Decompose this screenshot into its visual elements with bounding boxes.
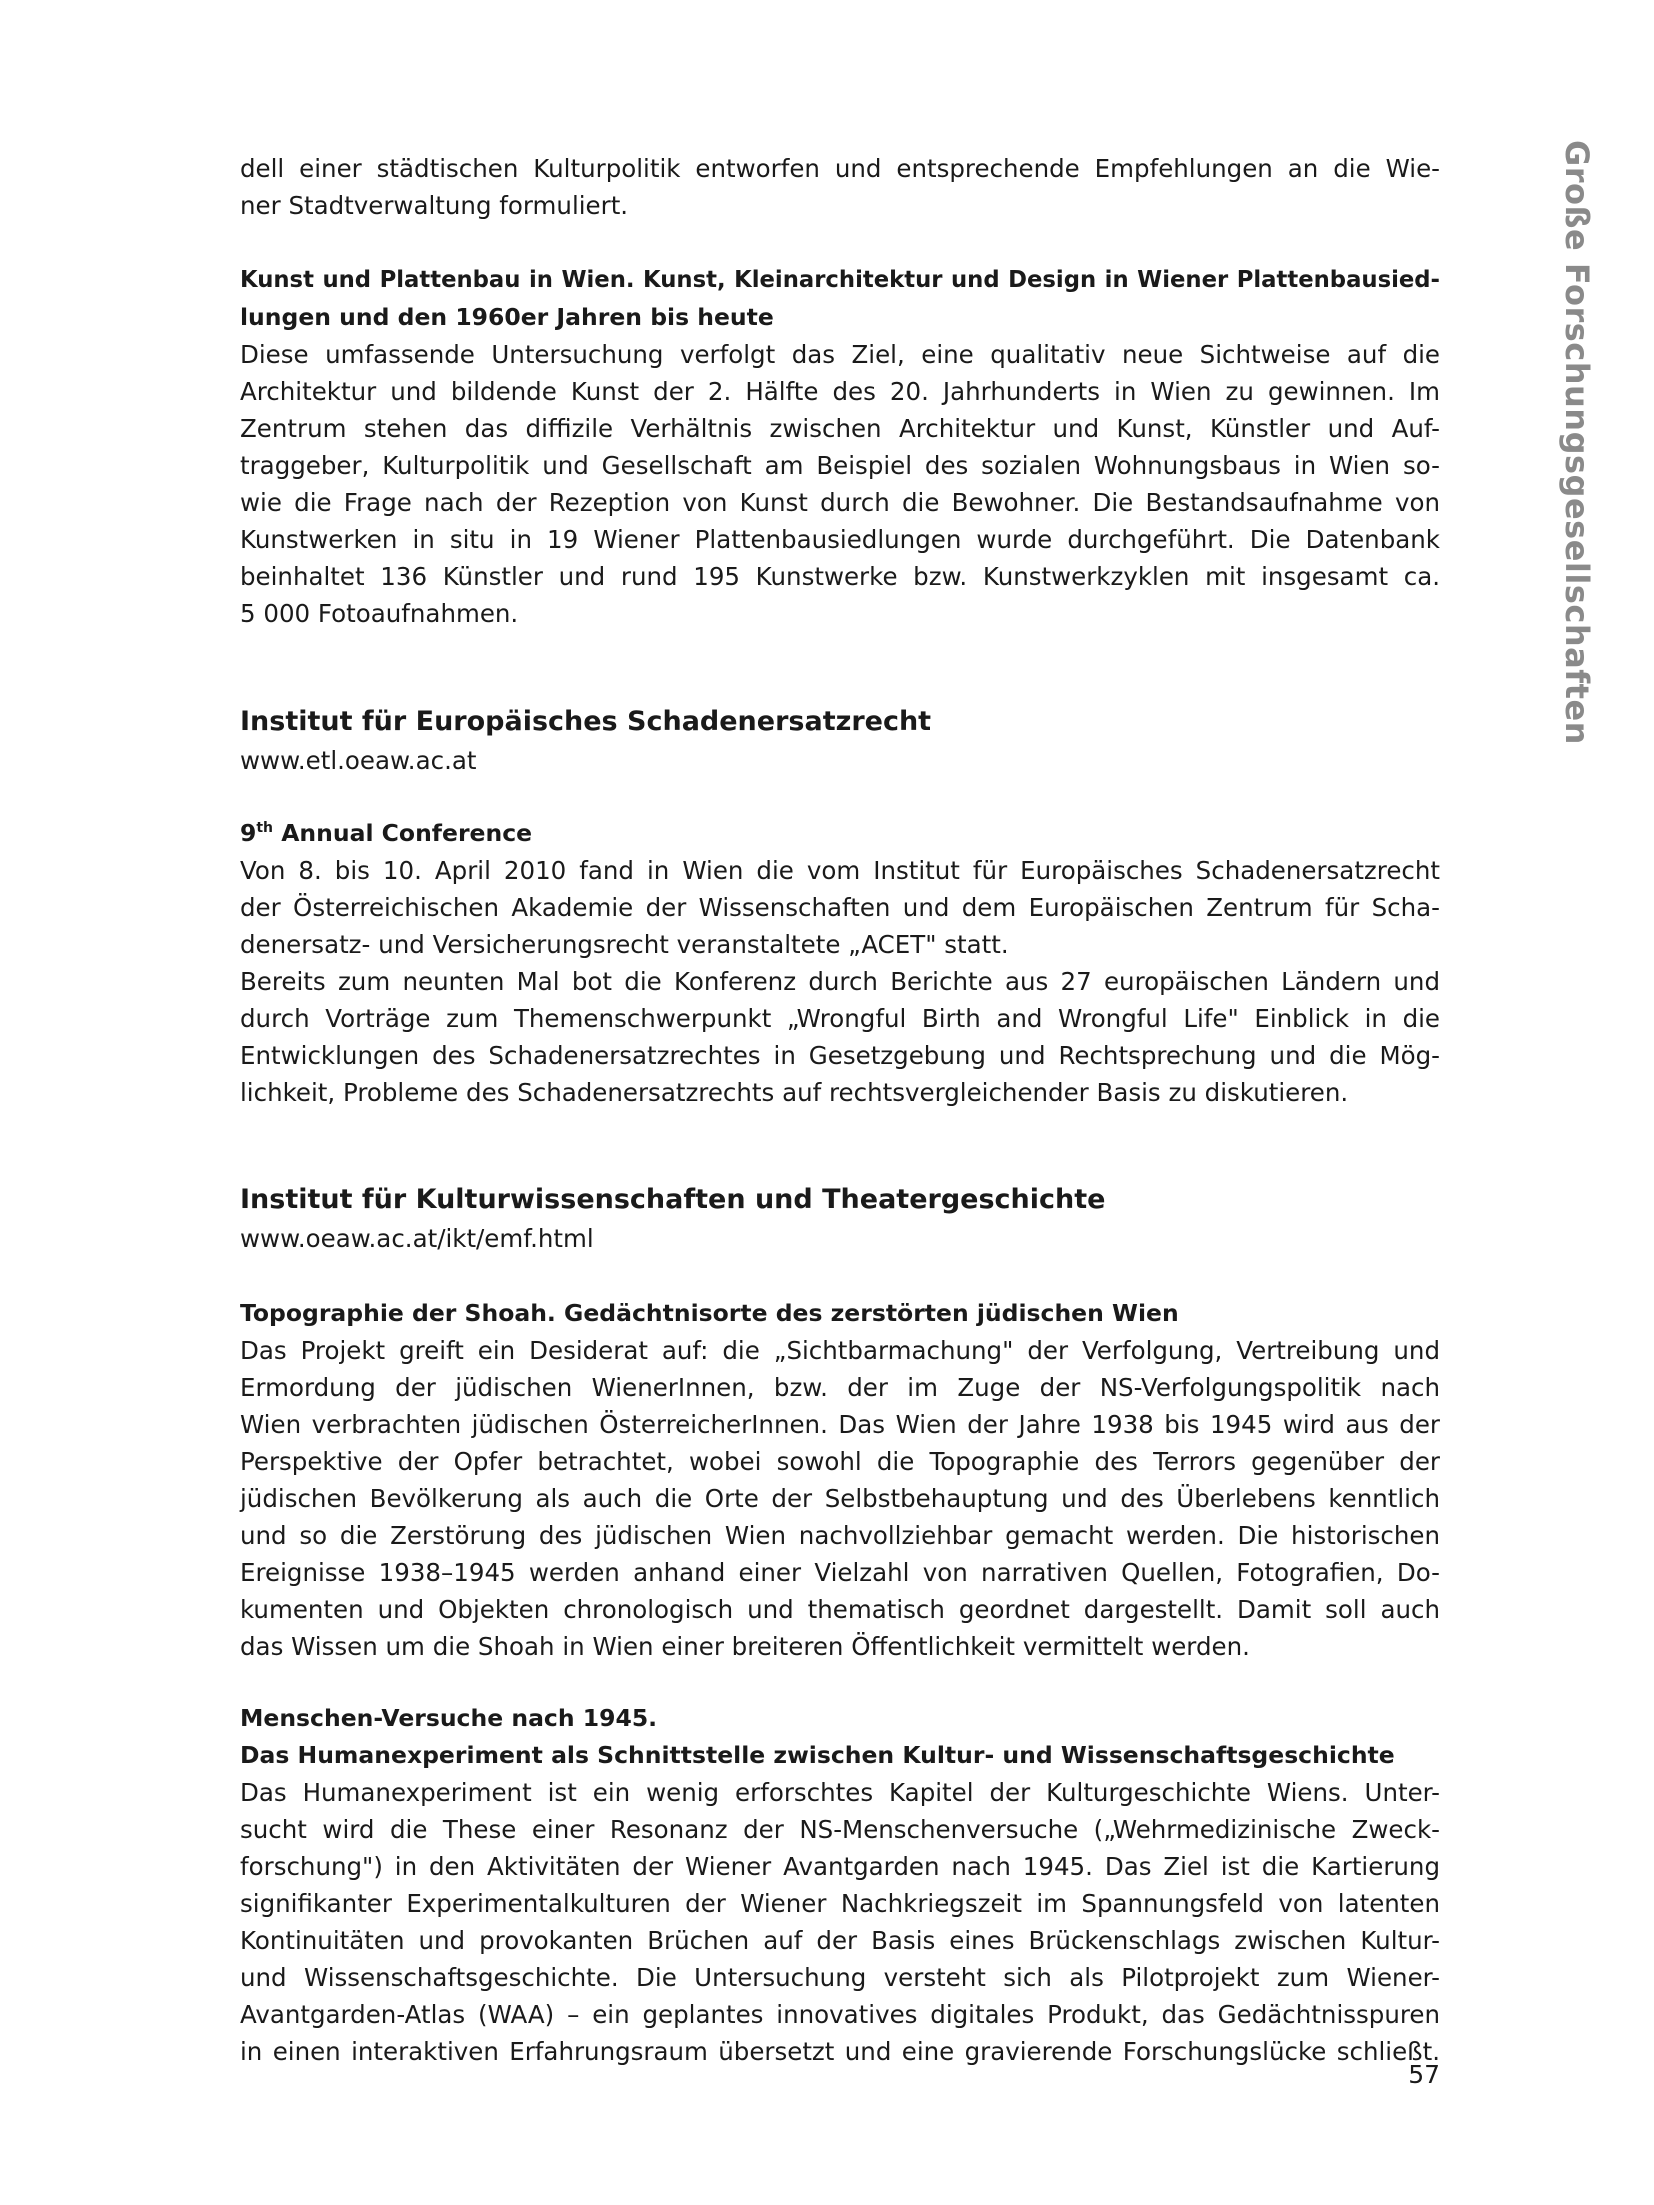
text-line: Diese umfassende Untersuchung verfolgt das Ziel, eine qualitativ neue Sichtweise auf die	[240, 340, 1440, 369]
institute-url[interactable]: www.etl.oeaw.ac.at	[240, 746, 477, 775]
text-line: forschung") in den Aktivitäten der Wiener Avantgarden nach 1945. Das Ziel ist die Kartierung	[240, 1852, 1440, 1881]
text-line: kumenten und Objekten chronologisch und thematisch geordnet dargestellt. Damit soll auch	[240, 1595, 1440, 1624]
kunst-section	[240, 262, 1440, 632]
text-line: durch Vorträge zum Themenschwerpunkt „Wrongful Birth and Wrongful Life" Einblick in die	[240, 1004, 1440, 1033]
text-line: Das Humanexperiment ist ein wenig erforschtes Kapitel der Kulturgeschichte Wiens. Unter-	[240, 1778, 1440, 1807]
section-title: Das Humanexperiment als Schnittstelle zwischen Kultur- und Wissenschaftsgeschichte	[240, 1741, 1395, 1769]
text-line: Ermordung der jüdischen WienerInnen, bzw. der im Zuge der NS-Verfolgungspolitik nach	[240, 1373, 1440, 1402]
conference-title	[240, 815, 1440, 852]
side-tab-label: Große Forschungsgesellschaften	[1558, 140, 1596, 745]
text-line: beinhaltet 136 Künstler und rund 195 Kunstwerke bzw. Kunstwerkzyklen mit insgesamt ca.	[240, 562, 1440, 591]
text-line: signifikanter Experimentalkulturen der Wiener Nachkriegszeit im Spannungsfeld von latenten	[240, 1889, 1440, 1918]
section-title: Topographie der Shoah. Gedächtnisorte des zerstörten jüdischen Wien	[240, 1299, 1179, 1327]
text-line: Avantgarden-Atlas (WAA) – ein geplantes innovatives digitales Produkt, das Gedächtnisspuren	[240, 2000, 1440, 2029]
text-line: Entwicklungen des Schadenersatzrechtes in Gesetzgebung und Rechtsprechung und die Mög-	[240, 1041, 1440, 1070]
menschen-versuche-section	[240, 1700, 1440, 2070]
text-line: traggeber, Kulturpolitik und Gesellschaft am Beispiel des sozialen Wohnungsbaus in Wien so-	[240, 451, 1440, 480]
text-line: Kontinuitäten und provokanten Brüchen auf der Basis eines Brückenschlags zwischen Kultur-	[240, 1926, 1440, 1955]
text-line: Das Projekt greift ein Desiderat auf: die „Sichtbarmachung" der Verfolgung, Vertreibung und	[240, 1336, 1440, 1365]
text-line: dell einer städtischen Kulturpolitik entworfen und entsprechende Empfehlungen an die Wie-	[240, 154, 1440, 183]
side-tab	[1548, 140, 1608, 745]
text-line: Perspektive der Opfer betrachtet, wobei sowohl die Topographie des Terrors gegenüber der	[240, 1447, 1440, 1476]
conference-ordinal: th	[256, 820, 274, 836]
text-line: denersatz- und Versicherungsrecht veranstaltete „ACET" statt.	[240, 930, 1009, 959]
etl-section	[240, 702, 1440, 779]
text-line: lichkeit, Probleme des Schadenersatzrechts auf rechtsvergleichender Basis zu diskutieren.	[240, 1078, 1349, 1107]
text-line: Architektur und bildende Kunst der 2. Hälfte des 20. Jahrhunderts in Wien zu gewinnen. Im	[240, 377, 1440, 406]
topographie-section	[240, 1295, 1440, 1665]
text-line: Ereignisse 1938–1945 werden anhand einer Vielzahl von narrativen Quellen, Fotografien, Do-	[240, 1558, 1440, 1587]
section-title: lungen und den 1960er Jahren bis heute	[240, 303, 774, 331]
text-line: ner Stadtverwaltung formuliert.	[240, 191, 629, 220]
institute-heading: Institut für Kulturwissenschaften und Theatergeschichte	[240, 1184, 1106, 1215]
text-line: jüdischen Bevölkerung als auch die Orte der Selbstbehauptung und des Überlebens kenntlich	[240, 1484, 1440, 1513]
text-line: Wien verbrachten jüdischen ÖsterreicherInnen. Das Wien der Jahre 1938 bis 1945 wird aus der	[240, 1410, 1440, 1439]
section-title: Kunst und Plattenbau in Wien. Kunst, Kleinarchitektur und Design in Wiener Plattenbausied-	[240, 267, 1440, 293]
text-line: sucht wird die These einer Resonanz der NS-Menschenversuche („Wehrmedizinische Zweck-	[240, 1815, 1440, 1844]
text-line: das Wissen um die Shoah in Wien einer breiteren Öffentlichkeit vermittelt werden.	[240, 1632, 1250, 1661]
ikt-section	[240, 1180, 1440, 1257]
institute-url[interactable]: www.oeaw.ac.at/ikt/emf.html	[240, 1224, 594, 1253]
text-line: 5 000 Fotoaufnahmen.	[240, 599, 519, 628]
text-line: und so die Zerstörung des jüdischen Wien nachvollziehbar gemacht werden. Die historischen	[240, 1521, 1440, 1550]
section-title: Menschen-Versuche nach 1945.	[240, 1704, 658, 1732]
institute-heading: Institut für Europäisches Schadenersatzrecht	[240, 706, 932, 737]
text-line: wie die Frage nach der Rezeption von Kunst durch die Bewohner. Die Bestandsaufnahme von	[240, 488, 1440, 517]
intro-paragraph	[240, 150, 1440, 224]
text-line: und Wissenschaftsgeschichte. Die Untersuchung versteht sich als Pilotprojekt zum Wiener-	[240, 1963, 1440, 1992]
text-line: Bereits zum neunten Mal bot die Konferenz durch Berichte aus 27 europäischen Ländern und	[240, 967, 1440, 996]
text-line: der Österreichischen Akademie der Wissenschaften und dem Europäischen Zentrum für Scha-	[240, 893, 1440, 922]
text-line: Zentrum stehen das diffizile Verhältnis zwischen Architektur und Kunst, Künstler und Auf-	[240, 414, 1440, 443]
text-line: Von 8. bis 10. April 2010 fand in Wien die vom Institut für Europäisches Schadenersatzrecht	[240, 856, 1440, 885]
etl-conference	[240, 815, 1440, 1111]
conference-name: Annual Conference	[273, 819, 533, 847]
conference-number: 9	[240, 819, 257, 847]
page-number: 57	[1408, 2060, 1440, 2089]
text-line: in einen interaktiven Erfahrungsraum übersetzt und eine gravierende Forschungslücke schließt.	[240, 2037, 1440, 2066]
text-line: Kunstwerken in situ in 19 Wiener Plattenbausiedlungen wurde durchgeführt. Die Datenbank	[240, 525, 1440, 554]
